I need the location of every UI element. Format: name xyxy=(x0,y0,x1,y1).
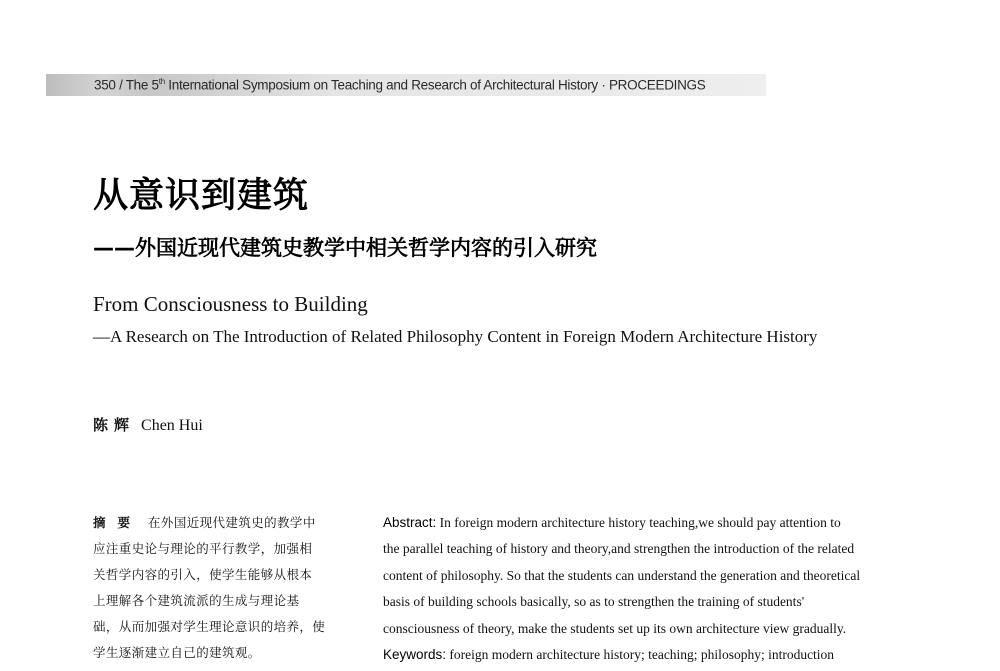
running-header-prefix: 350 / The 5 xyxy=(94,77,159,93)
chinese-abstract-line: 上理解各个建筑流派的生成与理论基 xyxy=(93,593,300,608)
running-header-text xyxy=(94,77,705,93)
keywords-label: Keywords: xyxy=(383,646,447,662)
chinese-abstract-text: 在外国近现代建筑史的教学中 xyxy=(148,515,316,530)
chinese-abstract-line: 础，从而加强对学生理论意识的培养，使 xyxy=(93,619,326,634)
english-abstract-line: basis of building schools basically, so as to strengthen the training of students' xyxy=(383,594,805,610)
keywords-line xyxy=(383,642,938,668)
abstract-label: Abstract: xyxy=(383,515,437,530)
english-abstract-line: consciousness of theory, make the students set up its own architecture view gradually. xyxy=(383,620,847,636)
chinese-abstract-label: 摘要 xyxy=(93,515,143,530)
running-header-sup: th xyxy=(158,77,165,86)
running-header-suffix: International Symposium on Teaching and Research of Architectural History · PROCEEDINGS xyxy=(164,77,706,93)
running-header xyxy=(46,74,766,96)
english-abstract xyxy=(383,510,938,668)
author-line xyxy=(93,414,203,435)
chinese-abstract-line: 关哲学内容的引入，使学生能够从根本 xyxy=(93,567,313,582)
chinese-subtitle: ——外国近现代建筑史教学中相关哲学内容的引入研究 xyxy=(93,236,597,260)
english-abstract-text: In foreign modern architecture history teaching,we should pay attention to xyxy=(436,515,841,530)
chinese-title: 从意识到建筑 xyxy=(93,176,310,216)
english-abstract-line: content of philosophy. So that the students can understand the generation and theoretical xyxy=(383,567,861,583)
chinese-abstract-line xyxy=(93,510,358,536)
english-subtitle: —A Research on The Introduction of Related Philosophy Content in Foreign Modern Architecture History xyxy=(93,327,818,346)
keywords-text: foreign modern architecture history; teaching; philosophy; introduction xyxy=(446,646,835,662)
english-abstract-line: the parallel teaching of history and theory,and strengthen the introduction of the related xyxy=(383,541,855,557)
chinese-abstract xyxy=(93,510,358,666)
english-abstract-line xyxy=(383,510,938,536)
english-title: From Consciousness to Building xyxy=(93,292,368,316)
chinese-abstract-line: 应注重史论与理论的平行教学，加强相 xyxy=(93,541,313,556)
chinese-abstract-line: 学生逐渐建立自己的建筑观。 xyxy=(93,645,261,660)
author-name-english: Chen Hui xyxy=(141,417,203,434)
author-name-chinese: 陈辉 xyxy=(93,416,136,434)
